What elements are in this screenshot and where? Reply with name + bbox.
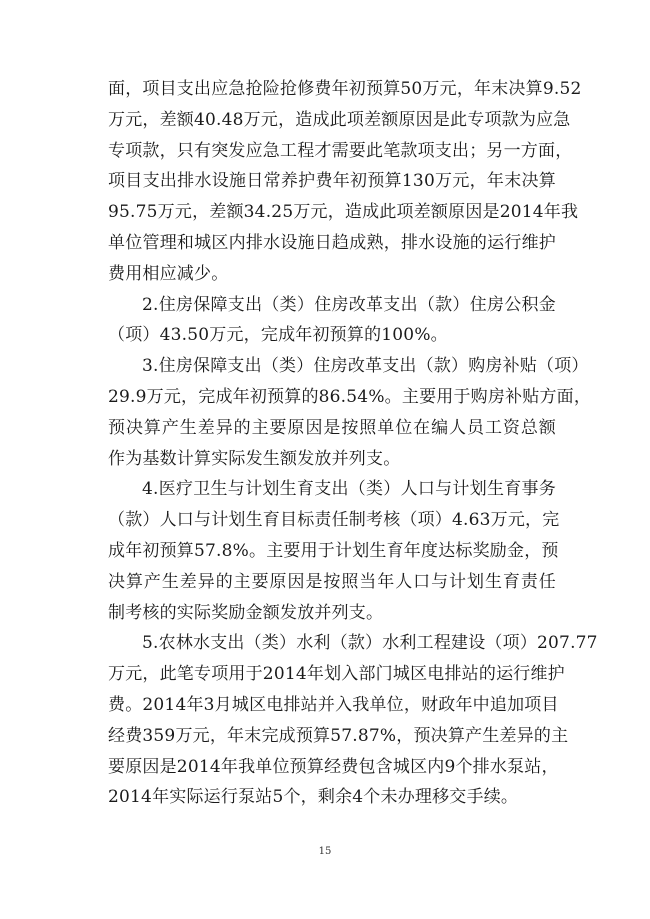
text-line: 95.75万元，差额34.25万元，造成此项差额原因是2014年我 [108, 202, 579, 223]
text-line: 专项款，只有突发应急工程才需要此笔款项支出；另一方面， [108, 140, 573, 161]
text-line: 费。2014年3月城区电排站并入我单位，财政年中追加项目 [108, 694, 559, 715]
paragraph-2-heading-line: 2.住房保障支出（类）住房改革支出（款）住房公积金 [142, 294, 556, 315]
text-line: 制考核的实际奖励金额发放并列支。 [108, 602, 384, 623]
text-line: 2014年实际运行泵站5个，剩余4个未办理移交手续。 [108, 787, 519, 808]
text-line: 项目支出排水设施日常养护费年初预算130万元，年末决算 [108, 171, 556, 192]
text-line: 预决算产生差异的主要原因是按照单位在编人员工资总额 [108, 417, 556, 438]
paragraph-5-heading-line: 5.农林水支出（类）水利（款）水利工程建设（项）207.77 [142, 633, 598, 654]
body-text [108, 74, 598, 813]
text-line: 作为基数计算实际发生额发放并列支。 [108, 448, 401, 469]
text-line: 29.9万元，完成年初预算的86.54%。主要用于购房补贴方面， [108, 386, 592, 407]
text-line: 费用相应减少。 [108, 263, 229, 284]
text-line: 要原因是2014年我单位预算经费包含城区内9个排水泵站， [108, 756, 559, 777]
text-line: 万元，差额40.48万元，造成此项差额原因是此专项款为应急 [108, 109, 571, 130]
paragraph-3-heading-line: 3.住房保障支出（类）住房改革支出（款）购房补贴（项） [142, 356, 589, 377]
text-line: 面，项目支出应急抢险抢修费年初预算50万元，年末决算9.52 [108, 79, 582, 99]
paragraph-4-heading-line: 4.医疗卫生与计划生育支出（类）人口与计划生育事务 [142, 479, 556, 500]
text-line: 万元，此笔专项用于2014年划入部门城区电排站的运行维护 [108, 664, 565, 685]
text-line: （项）43.50万元，完成年初预算的100%。 [108, 325, 448, 346]
text-line: 决算产生差异的主要原因是按照当年人口与计划生育责任 [108, 571, 556, 592]
text-line: 成年初预算57.8%。主要用于计划生育年度达标奖励金，预 [108, 540, 559, 561]
text-line: （款）人口与计划生育目标责任制考核（项）4.63万元，完 [108, 510, 560, 531]
text-line: 经费359万元，年末完成预算57.87%，预决算产生差异的主 [108, 725, 569, 746]
page-number: 15 [318, 846, 332, 857]
text-line: 单位管理和城区内排水设施日趋成熟，排水设施的运行维护 [108, 232, 556, 253]
